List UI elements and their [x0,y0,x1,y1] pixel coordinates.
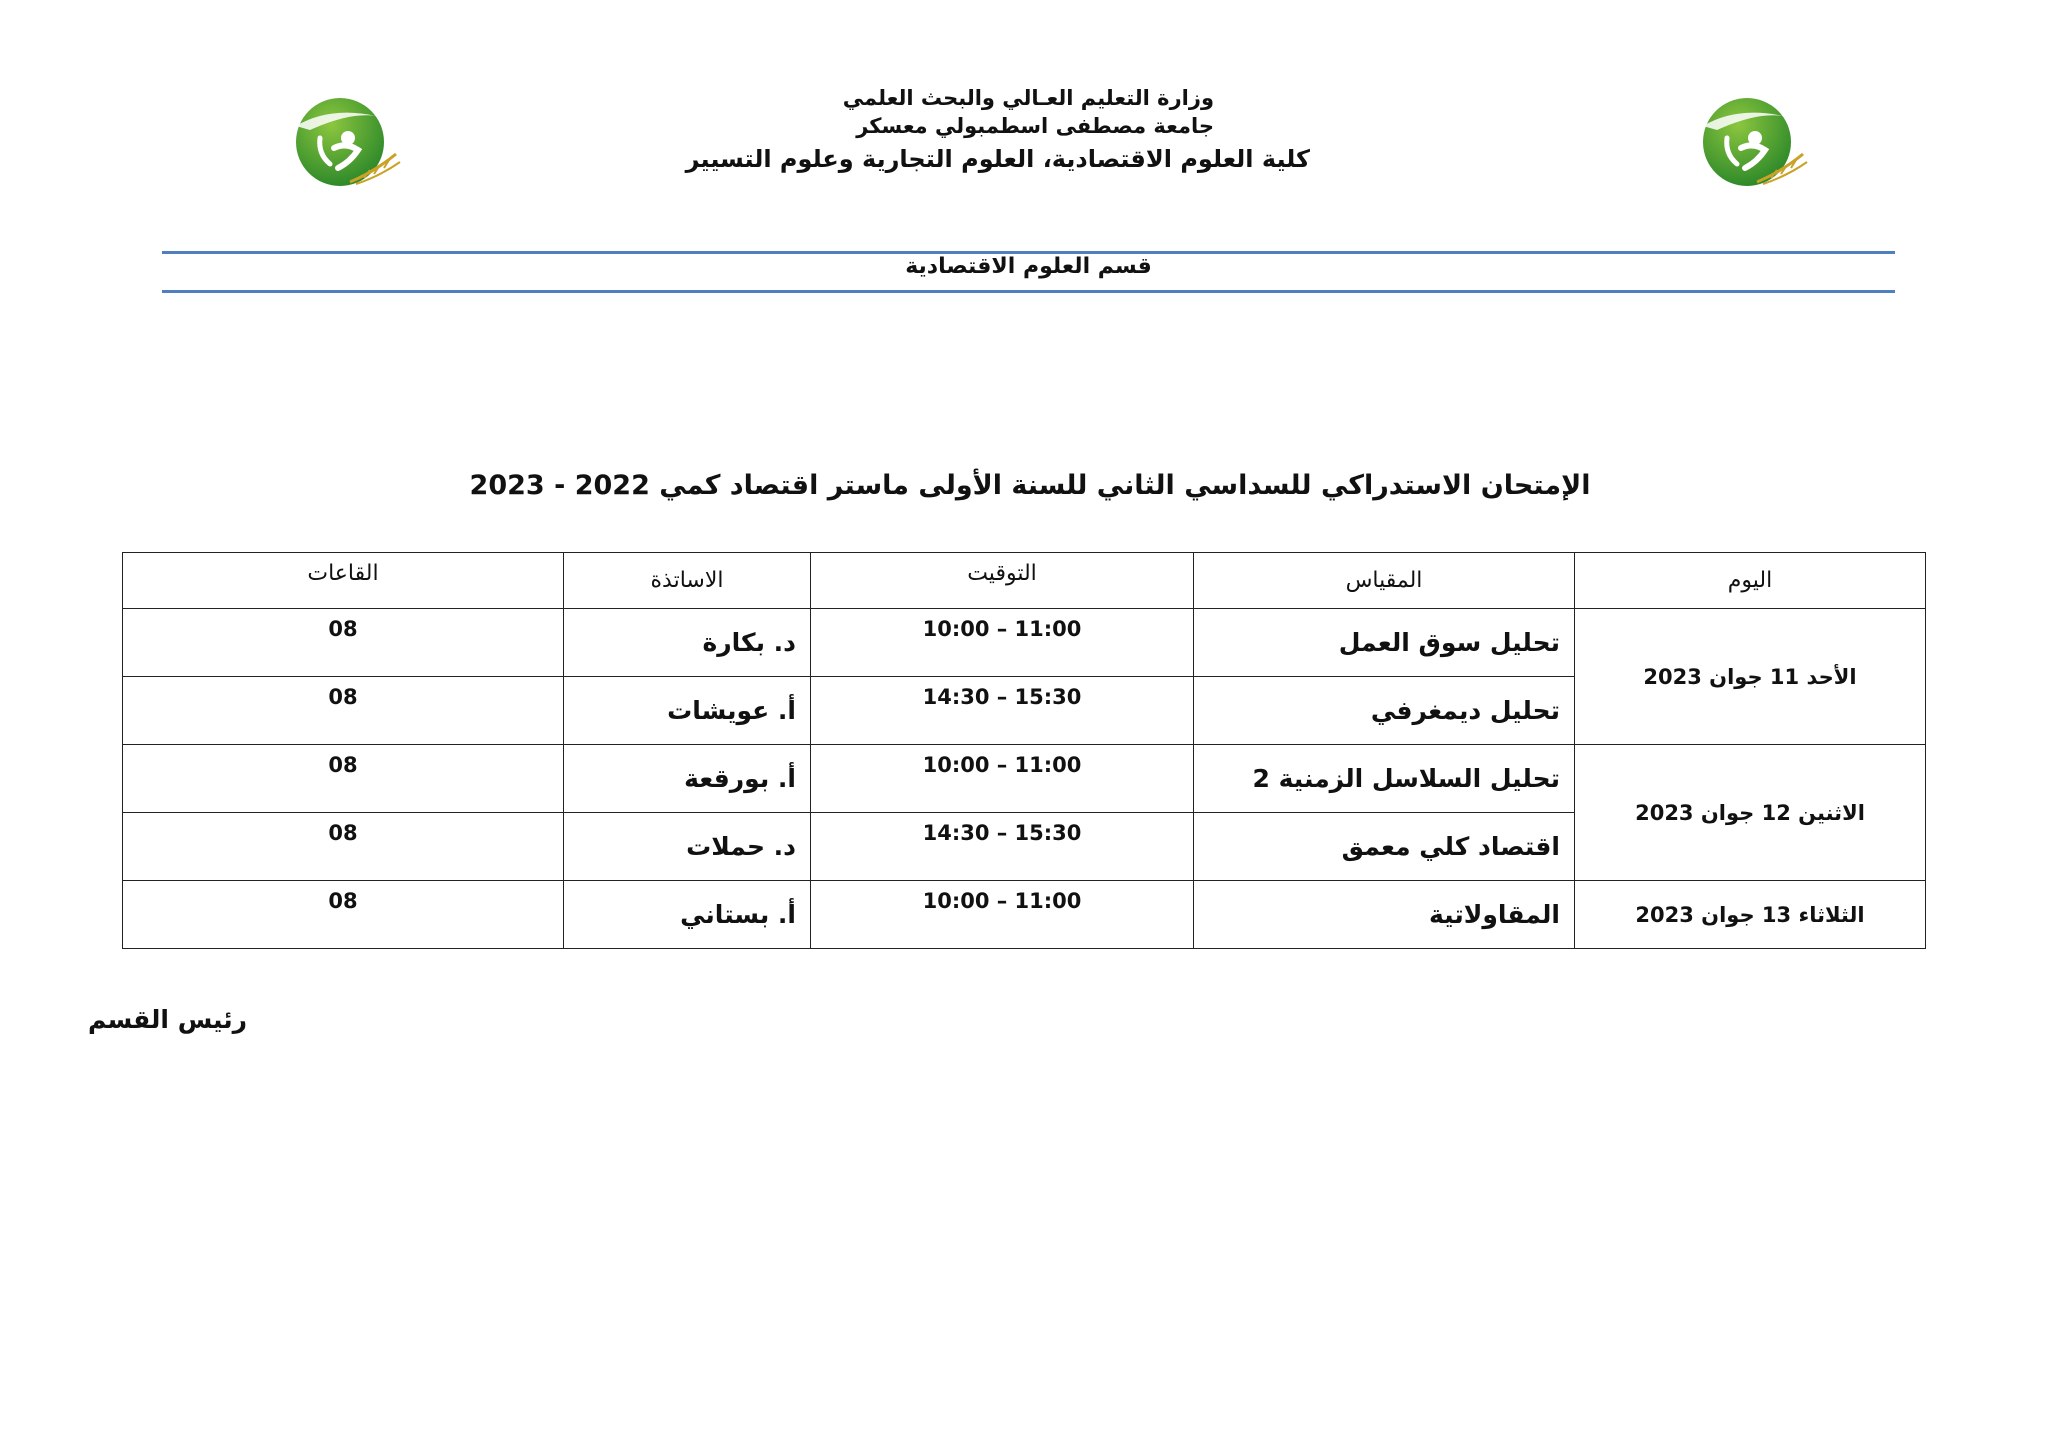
header-professor: الاساتذة [564,553,811,609]
professor-cell: أ. بورقعة [564,745,811,813]
module-cell: اقتصاد كلي معمق [1194,813,1575,881]
module-cell: المقاولاتية [1194,881,1575,949]
table-row [123,881,1926,949]
time-cell: 10:00 – 11:00 [811,609,1194,677]
professor-cell: أ. بستاني [564,881,811,949]
university-logo-icon [290,92,402,196]
table-row [123,745,1926,813]
header-day: اليوم [1575,553,1926,609]
header-room: القاعات [123,553,564,609]
document-header [685,84,1310,175]
university-logo-right [1697,92,1809,196]
department-title: قسم العلوم الاقتصادية [905,254,1152,279]
header-module: المقياس [1194,553,1575,609]
module-cell: تحليل سوق العمل [1194,609,1575,677]
day-cell: الأحد 11 جوان 2023 [1575,609,1926,745]
university-logo-icon [1697,92,1809,196]
university-logo-left [290,92,402,196]
module-cell: تحليل السلاسل الزمنية 2 [1194,745,1575,813]
faculty-name: كلية العلوم الاقتصادية، العلوم التجارية وعلوم التسيير [685,144,1310,173]
professor-cell: د. بكارة [564,609,811,677]
professor-cell: د. حملات [564,813,811,881]
room-cell: 08 [123,677,564,745]
table-row [123,609,1926,677]
time-cell: 14:30 – 15:30 [811,813,1194,881]
time-cell: 10:00 – 11:00 [811,881,1194,949]
room-cell: 08 [123,881,564,949]
day-cell: الثلاثاء 13 جوان 2023 [1575,881,1926,949]
exam-schedule-table [122,552,1926,949]
time-cell: 10:00 – 11:00 [811,745,1194,813]
day-cell: الاثنين 12 جوان 2023 [1575,745,1926,881]
table-header-row [123,553,1926,609]
header-time: التوقيت [811,553,1194,609]
room-cell: 08 [123,813,564,881]
module-cell: تحليل ديمغرفي [1194,677,1575,745]
department-head-signature-label: رئيس القسم [88,1005,248,1034]
time-cell: 14:30 – 15:30 [811,677,1194,745]
ministry-name: وزارة التعليم العـالي والبحث العلمي [842,86,1214,110]
university-name: جامعة مصطفى اسطمبولي معسكر [856,114,1214,139]
exam-title: الإمتحان الاستدراكي للسداسي الثاني للسنة الأولى ماستر اقتصاد كمي 2022 - 2023 [469,470,1591,501]
room-cell: 08 [123,745,564,813]
divider-bottom [162,290,1895,293]
professor-cell: أ. عويشات [564,677,811,745]
room-cell: 08 [123,609,564,677]
